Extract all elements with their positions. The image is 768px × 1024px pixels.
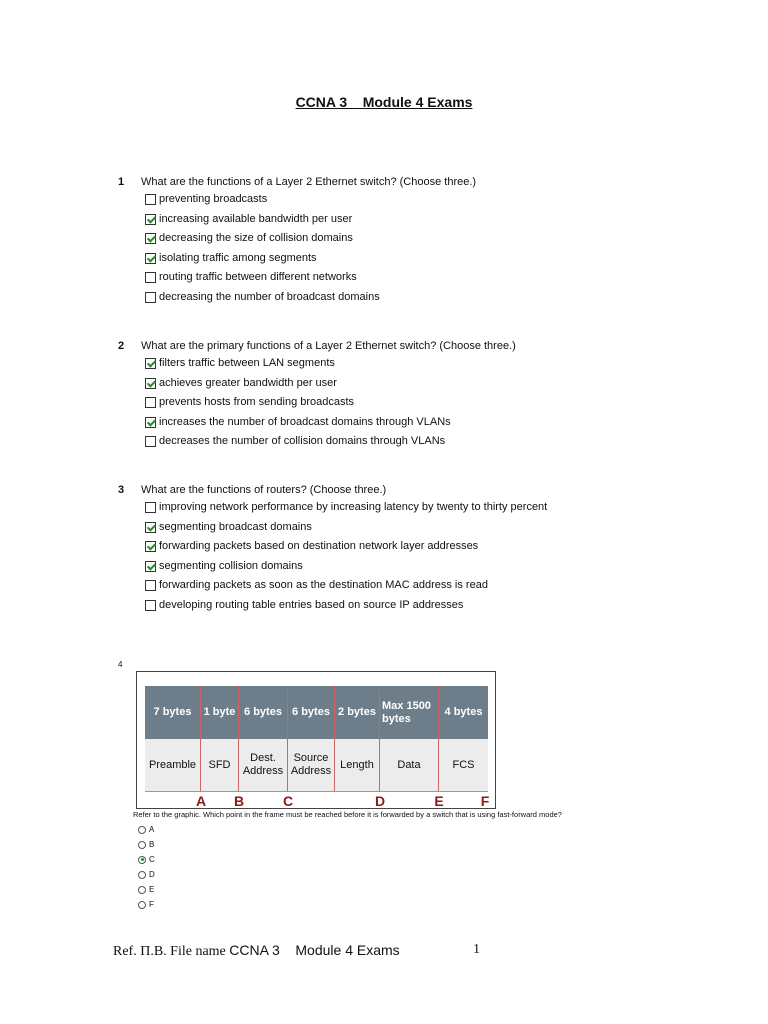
option[interactable] <box>118 268 476 288</box>
frame-point-letter: C <box>282 793 294 809</box>
frame-point-letter: D <box>374 793 386 809</box>
footer-file-name: CCNA 3 Module 4 Exams <box>229 942 400 958</box>
footer-ref: Ref. П.В. File name <box>113 944 226 959</box>
radio-option[interactable] <box>138 897 155 912</box>
option[interactable] <box>118 576 547 596</box>
page-footer <box>113 942 480 960</box>
question-text: What are the functions of routers? (Choose three.) <box>141 484 387 496</box>
option[interactable] <box>118 374 516 394</box>
frame-point-letter: B <box>233 793 245 809</box>
option[interactable] <box>118 557 547 577</box>
frame-field-cell: SFD <box>201 739 239 791</box>
option-label: decreasing the number of broadcast domains <box>159 290 380 303</box>
frame-field-cell: Length <box>335 739 380 791</box>
question-1 <box>118 174 476 307</box>
question-4-options <box>138 822 155 912</box>
option[interactable] <box>118 190 476 210</box>
question-text: What are the functions of a Layer 2 Ethernet switch? (Choose three.) <box>141 176 477 188</box>
radio-label: A <box>149 825 155 834</box>
option-label: forwarding packets based on destination network layer addresses <box>159 540 479 552</box>
option-label: isolating traffic among segments <box>159 251 317 264</box>
radio-button[interactable] <box>138 826 146 834</box>
option-label: prevents hosts from sending broadcasts <box>159 396 355 408</box>
frame-field-cell: Preamble <box>145 739 201 791</box>
radio-button[interactable] <box>138 841 146 849</box>
radio-label: D <box>149 870 155 879</box>
radio-button[interactable] <box>138 901 146 909</box>
radio-label: F <box>149 900 154 909</box>
frame-field-row <box>145 739 488 792</box>
option-label: achieves greater bandwidth per user <box>159 376 337 389</box>
option[interactable] <box>118 229 476 249</box>
question-2 <box>118 338 516 452</box>
radio-label: B <box>149 840 155 849</box>
frame-field-cell: FCS <box>452 758 475 771</box>
question-header <box>118 482 547 498</box>
checkbox-checked[interactable] <box>145 378 156 389</box>
footer-page-number: 1 <box>473 942 480 957</box>
radio-option[interactable] <box>138 837 155 852</box>
option-label: segmenting broadcast domains <box>159 520 312 533</box>
radio-option[interactable] <box>138 852 155 867</box>
option[interactable] <box>118 210 476 230</box>
radio-label: C <box>149 855 155 864</box>
question-header <box>118 174 476 190</box>
option-label: decreasing the size of collision domains <box>159 232 353 244</box>
frame-size-cell: 6 bytes <box>288 686 335 739</box>
question-text: What are the primary functions of a Layer 2 Ethernet switch? (Choose three.) <box>141 340 516 352</box>
frame-size-row <box>145 686 488 739</box>
frame-size-cell: 6 bytes <box>239 686 288 739</box>
option-label: improving network performance by increasing latency by twenty to thirty percent <box>159 501 548 513</box>
checkbox[interactable] <box>145 292 156 303</box>
question-number: 2 <box>118 340 125 352</box>
option-label: increasing available bandwidth per user <box>159 212 353 225</box>
frame-table <box>145 686 490 809</box>
option[interactable] <box>118 413 516 433</box>
option[interactable] <box>118 432 516 452</box>
option-label: developing routing table entries based on source IP addresses <box>159 598 464 611</box>
option-label: filters traffic between LAN segments <box>159 357 335 369</box>
option[interactable] <box>118 498 547 518</box>
radio-label: E <box>149 885 155 894</box>
radio-button[interactable] <box>138 886 146 894</box>
checkbox[interactable] <box>145 600 156 611</box>
checkbox[interactable] <box>145 194 156 205</box>
option-label: segmenting collision domains <box>159 559 303 572</box>
frame-size-cell: 1 byte <box>201 686 239 739</box>
checkbox-checked[interactable] <box>145 358 156 369</box>
frame-size-cell: 2 bytes <box>335 686 380 739</box>
option[interactable] <box>118 249 476 269</box>
option-label: increases the number of broadcast domains through VLANs <box>159 415 451 428</box>
question-number: 3 <box>118 484 125 496</box>
checkbox-checked[interactable] <box>145 541 156 552</box>
frame-point-letter: A <box>195 793 207 809</box>
option-label: routing traffic between different networks <box>159 271 357 283</box>
radio-button-selected[interactable] <box>138 856 146 864</box>
checkbox-checked[interactable] <box>145 253 156 264</box>
radio-option[interactable] <box>138 882 155 897</box>
question-4-number: 4 <box>118 660 123 669</box>
checkbox-checked[interactable] <box>145 522 156 533</box>
checkbox[interactable] <box>145 580 156 591</box>
document-title <box>0 94 768 110</box>
frame-point-letter: E <box>434 793 444 809</box>
radio-option[interactable] <box>138 867 155 882</box>
frame-size-cell: 4 bytes <box>444 706 483 718</box>
document-title-text: CCNA 3 Module 4 Exams <box>295 94 473 110</box>
frame-field-cell: Data <box>380 739 439 791</box>
checkbox-checked[interactable] <box>145 233 156 244</box>
option[interactable] <box>118 596 547 616</box>
option[interactable] <box>118 537 547 557</box>
checkbox[interactable] <box>145 272 156 283</box>
option-label: decreases the number of collision domains through VLANs <box>159 435 446 447</box>
option-label: preventing broadcasts <box>159 193 268 205</box>
question-header <box>118 338 516 354</box>
option[interactable] <box>118 393 516 413</box>
question-3 <box>118 482 547 615</box>
frame-size-cell: 7 bytes <box>145 686 201 739</box>
frame-point-letter: F <box>480 793 490 809</box>
radio-option[interactable] <box>138 822 155 837</box>
checkbox[interactable] <box>145 436 156 447</box>
option[interactable] <box>118 518 547 538</box>
question-4-text: Refer to the graphic. Which point in the frame must be reached before it is forwarded by a switch that is using fast-forward mode? <box>133 810 562 819</box>
question-number: 1 <box>118 176 125 188</box>
frame-field-cell: Source Address <box>288 739 335 791</box>
option[interactable] <box>118 354 516 374</box>
option-label: forwarding packets as soon as the destination MAC address is read <box>159 579 488 591</box>
checkbox-checked[interactable] <box>145 417 156 428</box>
radio-button[interactable] <box>138 871 146 879</box>
checkbox[interactable] <box>145 397 156 408</box>
frame-size-cell: Max 1500 bytes <box>380 686 439 739</box>
frame-point-letters <box>145 792 488 808</box>
frame-field-cell: Dest. Address <box>239 739 288 791</box>
checkbox-checked[interactable] <box>145 561 156 572</box>
option[interactable] <box>118 288 476 308</box>
checkbox[interactable] <box>145 502 156 513</box>
ethernet-frame-diagram <box>136 671 496 809</box>
checkbox-checked[interactable] <box>145 214 156 225</box>
